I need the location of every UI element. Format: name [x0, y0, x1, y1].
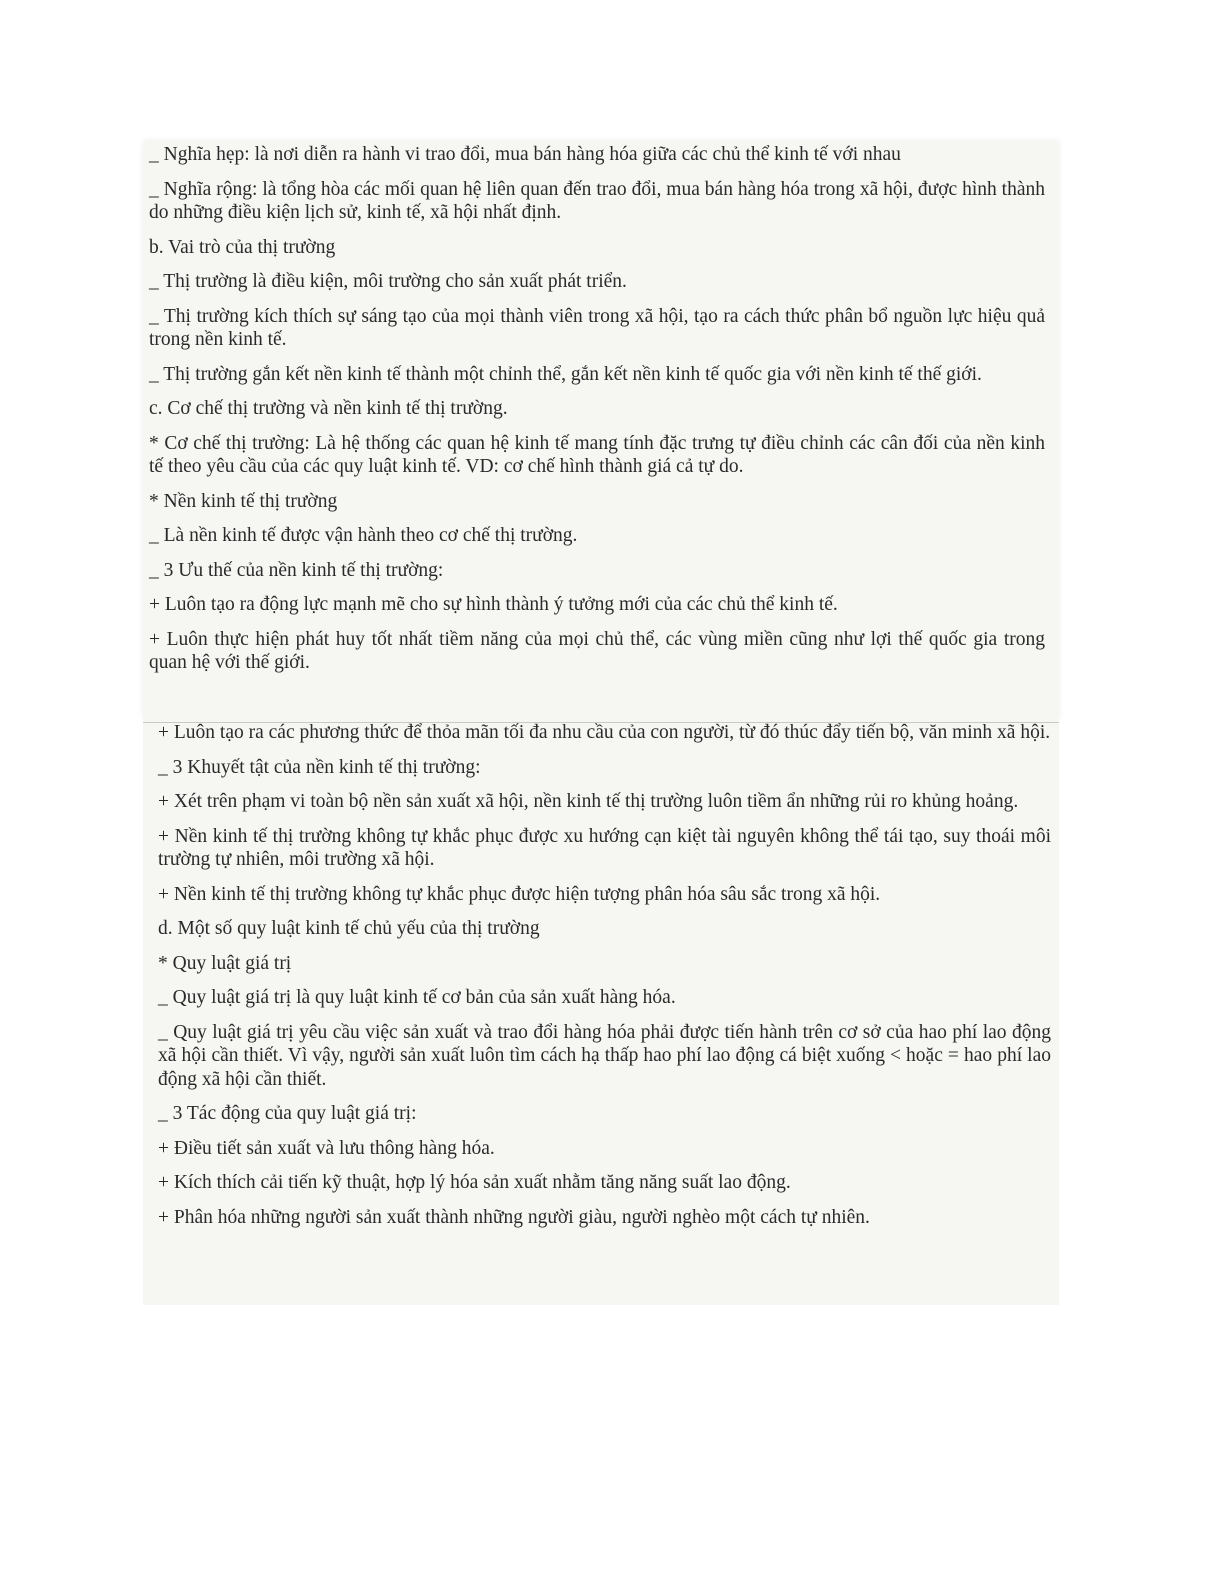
paragraph: _ Nghĩa rộng: là tổng hòa các mối quan hệ liên quan đến trao đổi, mua bán hàng hóa trong xã hội, được hình thành do những điều kiện lịch sử, kinh tế, xã hội nhất định.: [149, 178, 1045, 223]
paragraph: _ 3 Tác động của quy luật giá trị:: [158, 1103, 417, 1124]
list-item: + Luôn tạo ra các phương thức để thỏa mãn tối đa nhu cầu của con người, từ đó thúc đẩy tiến bộ, văn minh xã hội.: [158, 722, 1051, 743]
section-heading-d: d. Một số quy luật kinh tế chủ yếu của thị trường: [158, 918, 540, 939]
paragraph: _ Thị trường là điều kiện, môi trường cho sản xuất phát triển.: [149, 271, 627, 292]
paragraph: _ Thị trường kích thích sự sáng tạo của mọi thành viên trong xã hội, tạo ra cách thức phân bổ nguồn lực hiệu quả trong nền kinh tế.: [149, 305, 1045, 350]
section-heading-c: c. Cơ chế thị trường và nền kinh tế thị trường.: [149, 398, 508, 419]
paragraph: _ Thị trường gắn kết nền kinh tế thành một chỉnh thể, gắn kết nền kinh tế quốc gia với nền kinh tế thế giới.: [149, 363, 982, 385]
document-section-bottom: [143, 722, 1059, 1305]
list-item: + Điều tiết sản xuất và lưu thông hàng hóa.: [158, 1137, 495, 1159]
list-item: + Phân hóa những người sản xuất thành những người giàu, người nghèo một cách tự nhiên.: [158, 1206, 870, 1228]
paragraph: _ Nghĩa hẹp: là nơi diễn ra hành vi trao đổi, mua bán hàng hóa giữa các chủ thể kinh tế với nhau: [149, 144, 901, 165]
list-item: + Nền kinh tế thị trường không tự khắc phục được xu hướng cạn kiệt tài nguyên không thể tái tạo, suy thoái môi trường tự nhiên, môi trường xã hội.: [158, 825, 1051, 870]
list-item: + Xét trên phạm vi toàn bộ nền sản xuất xã hội, nền kinh tế thị trường luôn tiềm ẩn những rủi ro khủng hoảng.: [158, 791, 1019, 812]
paragraph: * Cơ chế thị trường: Là hệ thống các quan hệ kinh tế mang tính đặc trưng tự điều chỉnh các cân đối của nền kinh tế theo yêu cầu của các quy luật kinh tế. VD: cơ chế hình thành giá cả tự do.: [149, 432, 1045, 477]
paragraph: _ Quy luật giá trị là quy luật kinh tế cơ bản của sản xuất hàng hóa.: [158, 987, 676, 1008]
document-section-top: [143, 142, 1059, 722]
paragraph: _ 3 Khuyết tật của nền kinh tế thị trường:: [158, 756, 481, 778]
section-top-content: [143, 142, 1059, 675]
list-item: + Luôn thực hiện phát huy tốt nhất tiềm năng của mọi chủ thể, các vùng miền cũng như lợi thế quốc gia trong quan hệ với thế giới.: [149, 628, 1045, 673]
section-bottom-content: [143, 721, 1059, 1229]
paragraph: _ Là nền kinh tế được vận hành theo cơ chế thị trường.: [149, 525, 578, 546]
list-item: + Kích thích cải tiến kỹ thuật, hợp lý hóa sản xuất nhằm tăng năng suất lao động.: [158, 1172, 791, 1193]
paragraph: _ 3 Ưu thế của nền kinh tế thị trường:: [149, 559, 444, 581]
subheading: * Quy luật giá trị: [158, 952, 292, 974]
subheading: * Nền kinh tế thị trường: [149, 490, 338, 512]
section-heading-b: b. Vai trò của thị trường: [149, 236, 336, 258]
list-item: + Luôn tạo ra động lực mạnh mẽ cho sự hình thành ý tưởng mới của các chủ thể kinh tế.: [149, 594, 838, 615]
paragraph: _ Quy luật giá trị yêu cầu việc sản xuất và trao đổi hàng hóa phải được tiến hành trên cơ sở của hao phí lao động xã hội cần thiết. Vì vậy, người sản xuất luôn tìm cách hạ thấp hao phí lao động cá biệt xuống < hoặc = hao phí lao động xã hội cần thiết.: [158, 1021, 1051, 1090]
list-item: + Nền kinh tế thị trường không tự khắc phục được hiện tượng phân hóa sâu sắc trong xã hội.: [158, 883, 881, 905]
